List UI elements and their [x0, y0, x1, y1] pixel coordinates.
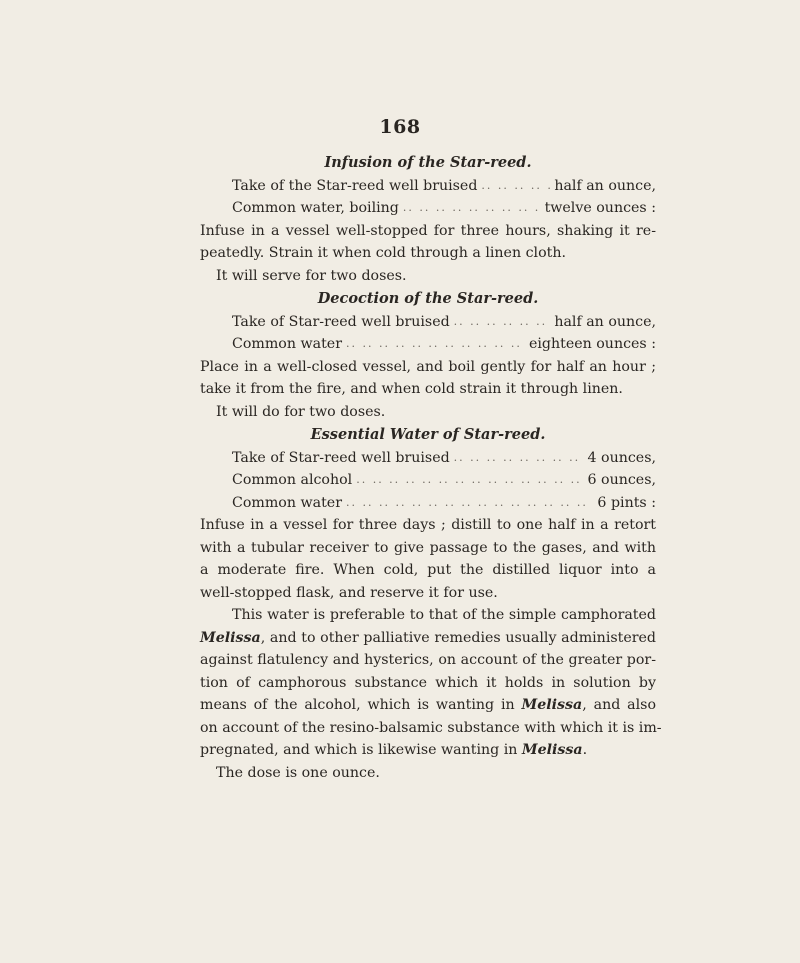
- recipe-quantity: 6 pints :: [597, 494, 656, 511]
- leader-dots: [346, 492, 593, 515]
- body-line: a moderate fire. When cold, put the distilled liquor into a: [200, 562, 656, 578]
- paragraph-line: against flatulency and hysterics, on account of the greater por-: [200, 652, 656, 668]
- body-line: Place in a well-closed vessel, and boil gently for half an hour ;: [200, 358, 656, 375]
- recipe-quantity: half an ounce,: [554, 177, 656, 194]
- paragraph-line: Melissa, and to other palliative remedies usually administered: [200, 629, 656, 646]
- recipe-line: [200, 311, 656, 334]
- recipe-line: [200, 175, 656, 198]
- body-line: Infuse in a vessel for three days ; distill to one half in a retort: [200, 517, 656, 533]
- dose-line: It will serve for two doses.: [216, 267, 407, 284]
- leader-dots: [403, 197, 541, 220]
- infusion-section: [200, 152, 656, 287]
- decoction-heading: Decoction of the Star-reed.: [317, 290, 539, 307]
- recipe-quantity: half an ounce,: [554, 313, 656, 330]
- recipe-line: [200, 492, 656, 515]
- essential-water-section: [200, 424, 662, 784]
- recipe-ingredient: Common alcohol: [232, 472, 353, 488]
- body-line: Infuse in a vessel well-stopped for three hours, shaking it re-: [200, 222, 656, 239]
- paragraph-line: pregnated, and which is likewise wanting in Melissa.: [200, 742, 588, 758]
- paragraph-line: This water is preferable to that of the simple camphorated: [232, 607, 656, 623]
- recipe-ingredient: Common water, boiling: [232, 200, 399, 216]
- paragraph-line: on account of the resino-balsamic substance with which it is im-: [200, 719, 662, 736]
- recipe-quantity: 6 ounces,: [587, 472, 656, 488]
- recipe-line: [200, 447, 656, 470]
- recipe-ingredient: Take of Star-reed well bruised: [232, 449, 450, 466]
- paragraph-line: tion of camphorous substance which it holds in solution by: [200, 674, 656, 691]
- recipe-ingredient: Take of the Star-reed well bruised: [232, 177, 478, 194]
- recipe-quantity: eighteen ounces :: [528, 336, 656, 352]
- decoction-section: [200, 288, 656, 423]
- essential-heading: Essential Water of Star-reed.: [310, 426, 546, 443]
- paragraph-line: means of the alcohol, which is wanting in Melissa, and also: [200, 697, 656, 713]
- leader-dots: [481, 175, 550, 198]
- leader-dots: [454, 447, 584, 470]
- body-line: with a tubular receiver to give passage to the gases, and with: [200, 539, 656, 556]
- leader-dots: [356, 469, 583, 492]
- body-line: well-stopped flask, and reserve it for use.: [200, 584, 498, 601]
- dose-line: It will do for two doses.: [216, 403, 386, 420]
- recipe-line: [200, 197, 656, 220]
- recipe-ingredient: Common water: [232, 336, 342, 352]
- recipe-line: [200, 333, 656, 356]
- leader-dots: [454, 311, 551, 334]
- recipe-ingredient: Common water: [232, 494, 342, 511]
- recipe-quantity: 4 ounces,: [587, 449, 656, 466]
- recipe-ingredient: Take of Star-reed well bruised: [232, 313, 450, 330]
- body-line: peatedly. Strain it when cold through a linen cloth.: [200, 245, 566, 261]
- page-number: 168: [379, 116, 421, 138]
- body-line: take it from the fire, and when cold strain it through linen.: [200, 381, 623, 397]
- leader-dots: [346, 333, 525, 356]
- dose-line: The dose is one ounce.: [216, 764, 380, 781]
- recipe-line: [200, 469, 656, 492]
- recipe-quantity: twelve ounces :: [544, 200, 656, 216]
- infusion-heading: Infusion of the Star-reed.: [324, 154, 532, 171]
